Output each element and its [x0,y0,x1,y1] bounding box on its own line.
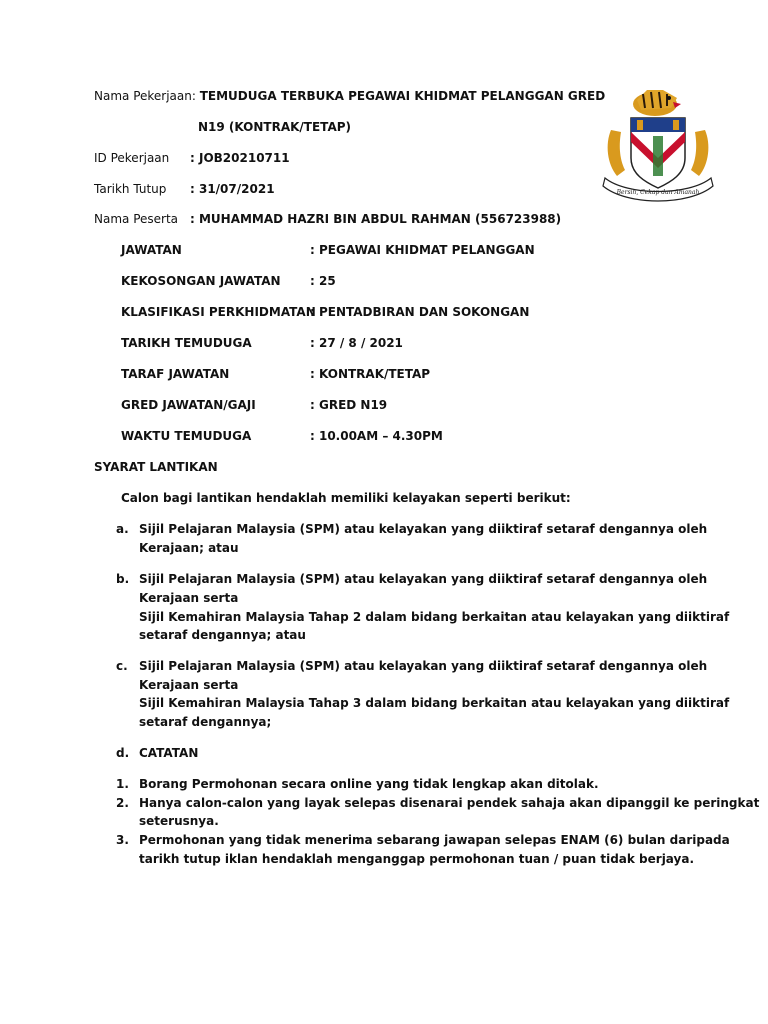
closing-date-value: : 31/07/2021 [190,182,275,196]
list-item-text: Sijil Kemahiran Malaysia Tahap 3 dalam bidang berkaitan atau kelayakan yang diiktiraf [139,696,730,710]
detail-label: WAKTU TEMUDUGA [121,429,252,443]
list-item-text: Sijil Pelajaran Malaysia (SPM) atau kelayakan yang diiktiraf setaraf dengannya oleh [139,522,708,536]
job-name-line [94,89,605,104]
detail-value: : PEGAWAI KHIDMAT PELANGGAN [310,243,535,257]
list-item-text: Kerajaan serta [139,678,239,692]
list-marker: d. [116,746,130,760]
detail-label: GRED JAWATAN/GAJI [121,398,256,412]
detail-value: : 27 / 8 / 2021 [310,336,403,350]
detail-label: TARIKH TEMUDUGA [121,336,252,350]
tiger-icon [633,90,681,116]
note-text: seterusnya. [139,814,219,828]
detail-value: : GRED N19 [310,398,388,412]
job-id-label: ID Pekerjaan [94,151,170,165]
detail-value: : 25 [310,274,336,288]
note-text: Hanya calon-calon yang layak selepas disenarai pendek sahaja akan dipanggil ke peringkat [139,796,760,810]
list-item-text: setaraf dengannya; atau [139,628,306,642]
detail-label: JAWATAN [121,243,182,257]
closing-date-label: Tarikh Tutup [94,182,167,196]
note-marker: 3. [116,833,129,847]
detail-label: TARAF JAWATAN [121,367,230,381]
list-item-text: setaraf dengannya; [139,715,272,729]
requirements-intro: Calon bagi lantikan hendaklah memiliki kelayakan seperti berikut: [121,491,571,505]
note-marker: 1. [116,777,129,791]
list-marker: a. [116,522,129,536]
list-item-text: Kerajaan; atau [139,541,239,555]
list-item-text: Kerajaan serta [139,591,239,605]
job-id-value: : JOB20210711 [190,151,290,165]
list-item-text: Sijil Pelajaran Malaysia (SPM) atau kelayakan yang diiktiraf setaraf dengannya oleh [139,572,708,586]
job-name-value: TEMUDUGA TERBUKA PEGAWAI KHIDMAT PELANGGAN GRED [199,89,606,103]
crest-motto: Bersih, Cekap dan Amanah [616,189,700,196]
detail-value: : PENTADBIRAN DAN SOKONGAN [310,305,530,319]
dbkl-crest-icon [597,84,719,212]
detail-value: : 10.00AM – 4.30PM [310,429,443,443]
participant-value: : MUHAMMAD HAZRI BIN ABDUL RAHMAN (556723988) [190,212,562,226]
detail-label: KEKOSONGAN JAWATAN [121,274,281,288]
list-marker: b. [116,572,130,586]
job-name-label: Nama Pekerjaan: [94,89,196,103]
list-marker: c. [116,659,128,673]
list-item-text: Sijil Kemahiran Malaysia Tahap 2 dalam bidang berkaitan atau kelayakan yang diiktiraf [139,610,730,624]
job-name-continuation: N19 (KONTRAK/TETAP) [198,120,352,134]
requirements-heading: SYARAT LANTIKAN [94,460,218,474]
note-marker: 2. [116,796,129,810]
detail-value: : KONTRAK/TETAP [310,367,431,381]
detail-label: KLASIFIKASI PERKHIDMATAN [121,305,316,319]
participant-label: Nama Peserta [94,212,179,226]
note-text: Permohonan yang tidak menerima sebarang jawapan selepas ENAM (6) bulan daripada [139,833,730,847]
note-text: tarikh tutup iklan hendaklah menganggap permohonan tuan / puan tidak berjaya. [139,852,695,866]
note-text: Borang Permohonan secara online yang tidak lengkap akan ditolak. [139,777,599,791]
list-item-text: CATATAN [139,746,199,760]
list-item-text: Sijil Pelajaran Malaysia (SPM) atau kelayakan yang diiktiraf setaraf dengannya oleh [139,659,708,673]
